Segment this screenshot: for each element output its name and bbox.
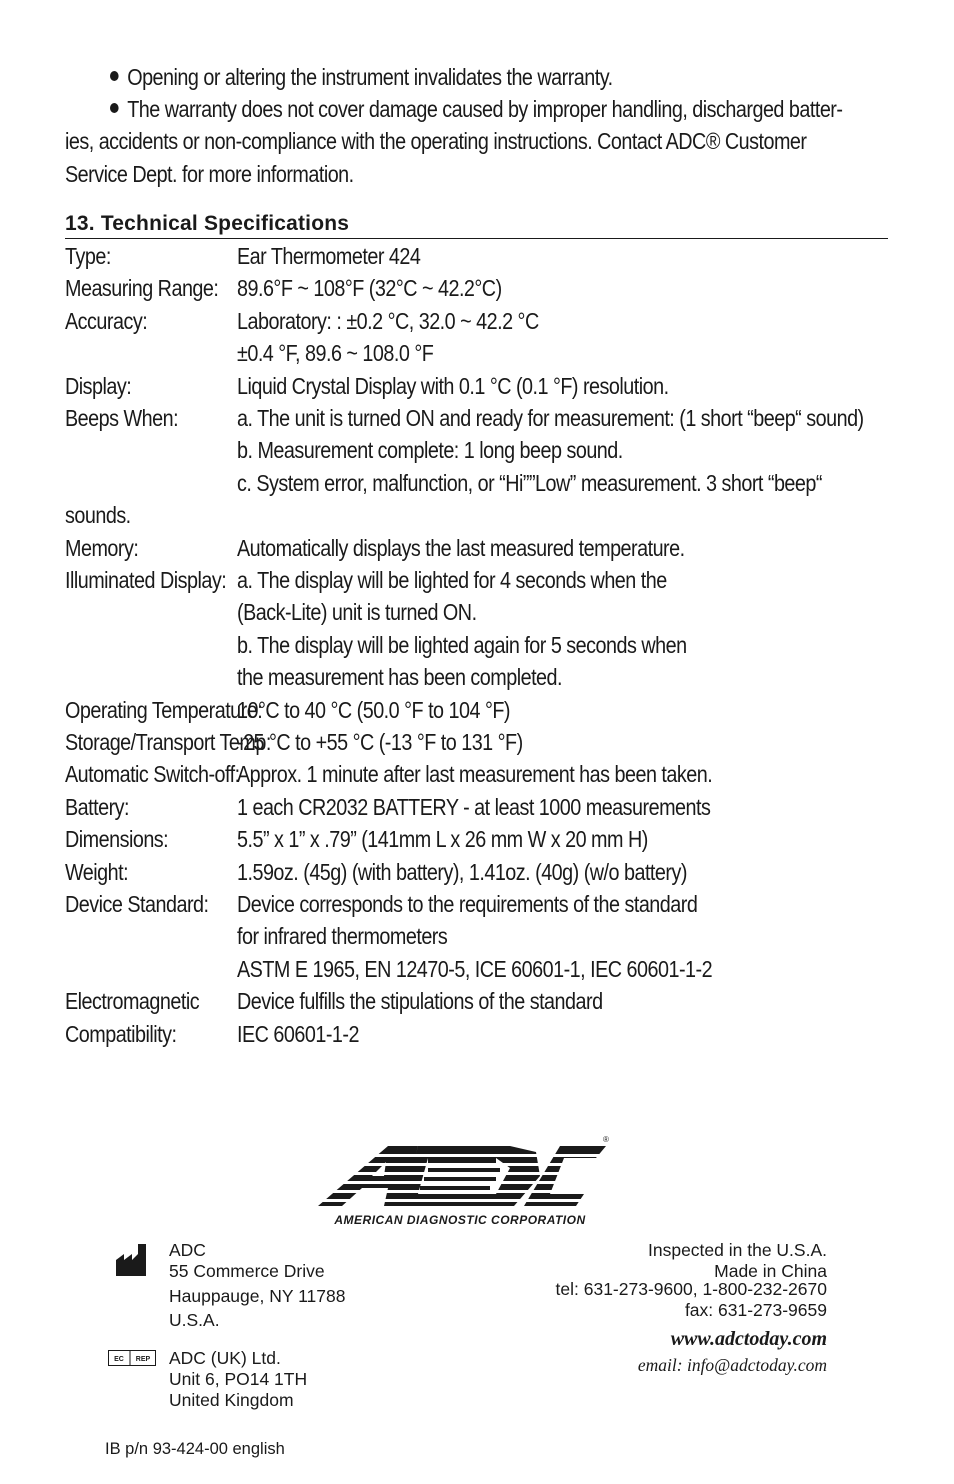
fax-text: fax: 631-273-9659 [684,1300,827,1320]
warranty-bullet-1-text: Opening or altering the instrument invalidates the warranty. [127,64,613,90]
spec-row [65,794,779,826]
spec-row [65,761,779,793]
spec-value: Liquid Crystal Display with 0.1 °C (0.1 °F) resolution. [237,372,669,399]
spec-value: the measurement has been completed. [237,664,563,691]
spec-label: Measuring Range: [65,275,219,302]
spec-row [65,632,779,664]
spec-value: 10°C to 40 °C (50.0 °F to 104 °F) [237,696,510,723]
warranty-bullet-1 [110,64,613,91]
spec-row [65,826,779,858]
website-link[interactable]: www.adctoday.com [670,1328,827,1350]
spec-row [65,340,779,372]
inspected-text: Inspected in the U.S.A. [648,1240,827,1260]
spec-value: (Back-Lite) unit is turned ON. [237,599,477,626]
spec-label: Memory: [65,534,139,561]
manufacturer-line1: ADC [169,1240,206,1260]
spec-label: Display: [65,372,132,399]
spec-row [65,567,779,599]
logo-company-name: AMERICAN DIAGNOSTIC CORPORATION [334,1213,586,1227]
spec-value: b. Measurement complete: 1 long beep sound. [237,437,623,464]
spec-value: for infrared thermometers [237,923,448,950]
spec-row [65,502,779,534]
spec-value: ±0.4 °F, 89.6 ~ 108.0 °F [237,340,434,367]
spec-row [65,243,779,275]
spec-label: Accuracy: [65,307,148,334]
spec-label: Beeps When: [65,405,179,431]
spec-label: Device Standard: [65,891,209,917]
spec-row [65,956,779,988]
spec-label: Battery: [65,793,130,820]
spec-value: Automatically displays the last measured temperature. [237,534,685,561]
spec-value: Device corresponds to the requirements of the standard [237,891,698,917]
spec-row [65,469,822,502]
spec-value: c. System error, malfunction, or “Hi””Low” measurement. 3 short “beep“ [237,469,822,496]
spec-value: 1 each CR2032 BATTERY - at least 1000 measurements [237,793,711,820]
spec-label: Automatic Switch-off: [65,761,240,788]
spec-row [65,437,779,469]
spec-value: Approx. 1 minute after last measurement has been taken. [237,761,713,788]
spec-label: Compatibility: [65,1020,177,1047]
spec-row [65,1021,779,1053]
spec-row [65,373,779,405]
ec-label: EC [114,1356,124,1363]
manufacturer-icon [116,1244,146,1276]
registered-mark: ® [603,1135,609,1144]
manufacturer-line4: U.S.A. [169,1310,220,1330]
spec-value: Ear Thermometer 424 [237,243,421,269]
spec-value: a. The unit is turned ON and ready for measurement: (1 short “beep“ sound) [237,405,864,431]
ec-rep-line1: ADC (UK) Ltd. [169,1348,281,1368]
spec-row [65,275,779,307]
spec-row [65,697,779,729]
part-number: IB p/n 93-424-00 english [105,1440,285,1458]
warranty-bullet-2 [110,96,842,123]
spec-row [65,923,779,955]
spec-row [65,729,779,761]
spec-row [65,405,864,437]
spec-label: Dimensions: [65,826,169,853]
warranty-bullet-2-line1: The warranty does not cover damage caused by improper handling, discharged batter- [127,96,843,122]
email-link[interactable]: email: info@adctoday.com [637,1355,827,1375]
spec-label: Illuminated Display: [65,567,227,593]
warranty-bullet-2-line3: Service Dept. for more information. [65,161,354,187]
spec-value: ASTM E 1965, EN 12470-5, ICE 60601-1, IEC 60601-1-2 [237,955,713,982]
spec-label: Weight: [65,858,129,885]
adc-logo-mark [300,1146,620,1206]
spec-row [65,664,779,696]
spec-value: Device fulfills the stipulations of the standard [237,988,603,1015]
ec-rep-line3: United Kingdom [169,1390,294,1410]
manufacturer-line3: Hauppauge, NY 11788 [169,1286,346,1306]
spec-value: b. The display will be lighted again for 5 seconds when [237,631,687,658]
spec-label: sounds. [65,502,131,529]
rep-label: REP [135,1356,151,1363]
spec-row [65,891,779,923]
spec-label: Electromagnetic [65,988,200,1015]
spec-row [65,859,779,891]
spec-value: 5.5” x 1” x .79” (141mm L x 26 mm W x 20 mm H) [237,826,648,853]
spec-value: 89.6°F ~ 108°F (32°C ~ 42.2°C) [237,275,502,302]
section-heading: 13. Technical Specifications [65,212,888,239]
spec-label: Storage/Transport Temp: [65,729,271,755]
tel-text: tel: 631-273-9600, 1-800-232-2670 [555,1279,827,1299]
ec-rep-icon [108,1350,156,1366]
ec-rep-line2: Unit 6, PO14 1TH [169,1369,308,1389]
spec-label: Type: [65,243,111,269]
spec-value: a. The display will be lighted for 4 seconds when the [237,567,667,593]
bullet-icon [110,71,119,81]
warranty-bullet-2-line2: ies, accidents or non-compliance with the operating instructions. Contact ADC® Customer [65,128,807,154]
made-in-text: Made in China [714,1261,827,1281]
spec-value: 1.59oz. (45g) (with battery), 1.41oz. (40g) (w/o battery) [237,858,687,885]
spec-value: IEC 60601-1-2 [237,1020,359,1047]
spec-row [65,308,779,340]
spec-value: Laboratory: : ±0.2 °C, 32.0 ~ 42.2 °C [237,307,539,334]
spec-row [65,535,779,567]
spec-label: Operating Temperature: [65,696,263,723]
adc-logo [300,1128,620,1232]
bullet-icon [110,103,119,113]
spec-row [65,988,779,1020]
spec-row [65,599,779,631]
spec-value: -25 °C to +55 °C (-13 °F to 131 °F) [237,729,523,755]
manufacturer-line2: 55 Commerce Drive [169,1261,325,1281]
